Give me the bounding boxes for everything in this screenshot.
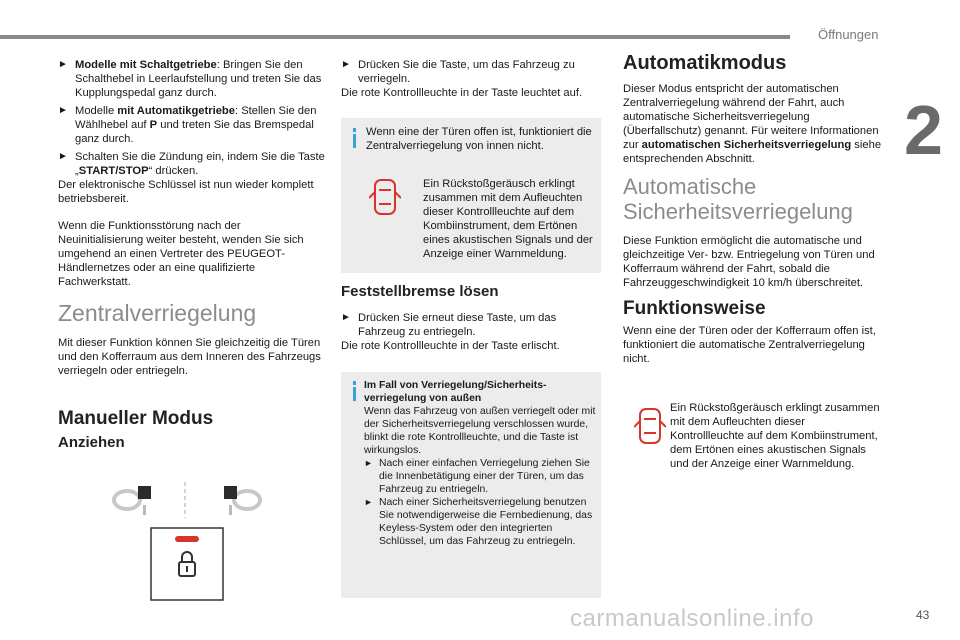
info-box-external-lock: [341, 372, 601, 598]
column-3: [623, 52, 885, 370]
list-item: ► Modelle mit Schaltgetriebe: Bringen Sie den Schalthebel in Leerlaufstellung und treten Sie das Kupplungspedal ganz durch.: [58, 59, 322, 99]
list-item: ► Modelle mit Automatikgetriebe: Stellen Sie den Wählhebel auf P und treten Sie das Bremspedal ganz durch.: [58, 105, 317, 145]
section-heading: Automatische Sicherheitsverriegelung: [623, 174, 853, 224]
list-item: ► Drücken Sie erneut diese Taste, um das Fahrzeug zu entriegeln.: [341, 312, 557, 338]
body-text: Der elektronische Schlüssel ist nun wieder komplett betriebsbereit.: [58, 179, 314, 205]
body-text: Wenn die Funktionsstörung nach der Neuinitialisierung weiter besteht, wenden Sie sich umgehend an einen Vertreter des PEUGEOT-Händlernetzes oder an eine qualifizierte Fachwerkstatt.: [58, 220, 304, 288]
subsection-heading: Feststellbremse lösen: [341, 283, 499, 300]
subsection-heading: Funktionsweise: [623, 298, 766, 319]
header-rule: [0, 35, 790, 39]
section-title: Öffnungen: [818, 27, 879, 42]
section-heading: Zentralverriegelung: [58, 300, 257, 326]
column-2: [341, 58, 603, 104]
list-item: ► Drücken Sie die Taste, um das Fahrzeug zu verriegeln.: [341, 59, 575, 85]
info-text: Wenn eine der Türen offen ist, funktioniert die Zentralverriegelung von innen nicht.: [366, 126, 592, 152]
arrow-bullet-icon: ►: [364, 458, 373, 468]
subsection-heading: Manueller Modus: [58, 408, 214, 429]
info-title: Im Fall von Verriegelung/Sicherheitsverriegelung von außen: [364, 380, 547, 404]
body-text: Mit dieser Funktion können Sie gleichzeitig die Türen und den Kofferraum aus dem Inneren des Fahrzeugs verriegeln oder entriegeln.: [58, 337, 321, 377]
watermark: carmanualsonline.info: [570, 605, 814, 632]
section-heading: Automatikmodus: [623, 52, 787, 74]
column-1: [58, 58, 326, 450]
info-icon: [353, 128, 356, 132]
arrow-bullet-icon: ►: [364, 497, 373, 507]
column-2-lower: [341, 285, 603, 357]
body-text: Diese Funktion ermöglicht die automatische und gleichzeitige Ver- bzw. Entriegelung von Türen und Kofferraum während der Fahrt, sobald die Fahrzeuggeschwindigkeit 10 km/h überschreitet.: [623, 235, 875, 289]
alert-text: Ein Rückstoßgeräusch erklingt zusammen mit dem Aufleuchten dieser Kontrollleuchte auf dem Kombiinstrument, dem Ertönen eines akustischen Signals und der Anzeige einer Warnmeldung.: [670, 402, 880, 470]
arrow-bullet-icon: ►: [58, 105, 68, 116]
arrow-bullet-icon: ►: [341, 312, 351, 323]
subheading: Anziehen: [58, 434, 125, 451]
info-box-doors: [341, 118, 601, 273]
page-number: 43: [916, 608, 930, 622]
chapter-number: 2: [904, 91, 943, 169]
info-text: Wenn das Fahrzeug von außen verriegelt oder mit der Sicherheitsverriegelung verschlossen wurde, blinkt die rote Kontrollleuchte, und die Taste ist wirkungslos.: [364, 406, 596, 456]
alert-text: Ein Rückstoßgeräusch erklingt zusammen mit dem Aufleuchten dieser Kontrollleuchte auf dem Kombiinstrument, dem Ertönen eines akustischen Signals und der Anzeige einer Warnmeldung.: [423, 178, 593, 260]
body-text: Dieser Modus entspricht der automatischen Zentralverriegelung während der Fahrt, auch automatische Sicherheitsverriegelung (Überfallschutz) genannt. Für weitere Informationen zur automatischen Sicherheitsverriegelung siehe entsprechenden Abschnitt.: [623, 83, 882, 165]
body-text: Die rote Kontrollleuchte in der Taste erlischt.: [341, 340, 560, 352]
dashboard-steering-wheel-icon: [105, 478, 285, 603]
list-item: ► Nach einer einfachen Verriegelung ziehen Sie die Innenbetätigung einer der Türen, um das Fahrzeug zu entriegeln.: [364, 458, 590, 495]
arrow-bullet-icon: ►: [341, 59, 351, 70]
list-item: ► Nach einer Sicherheitsverriegelung benutzen Sie notwendigerweise die Fernbedienung, das Keyless-System oder den integrierten Schlüssel, um das Fahrzeug zu entriegeln.: [364, 497, 593, 547]
list-item: ► Schalten Sie die Zündung ein, indem Sie die Taste „START/STOP“ drücken.: [58, 151, 325, 177]
arrow-bullet-icon: ►: [58, 59, 68, 70]
car-door-open-alert-icon: [369, 178, 401, 216]
arrow-bullet-icon: ►: [58, 151, 68, 162]
body-text: Die rote Kontrollleuchte in der Taste leuchtet auf.: [341, 87, 583, 99]
info-icon: [353, 381, 356, 385]
car-door-open-alert-icon: [634, 407, 666, 445]
body-text: Wenn eine der Türen oder der Kofferraum offen ist, funktioniert die automatische Zentralverriegelung nicht.: [623, 325, 876, 365]
